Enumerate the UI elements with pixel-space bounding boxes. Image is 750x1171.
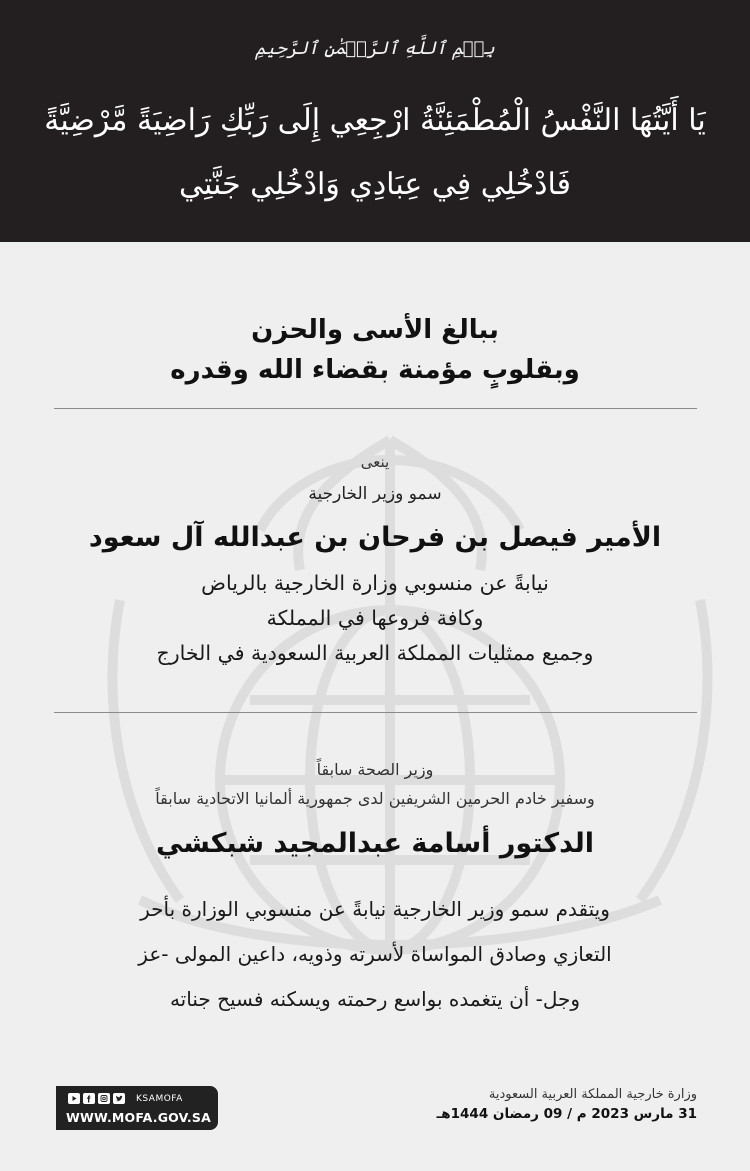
- message-line-3: وجل- أن يتغمده بواسع رحمته ويسكنه فسيح جناته: [169, 987, 581, 1011]
- deceased-name: الدكتور أسامة عبدالمجيد شبكشي: [155, 828, 595, 859]
- facebook-icon[interactable]: [83, 1093, 95, 1104]
- behalf-line-3: وجميع ممثليات المملكة العربية السعودية في الخارج: [156, 641, 594, 665]
- behalf-line-1: نيابةً عن منسوبي وزارة الخارجية بالرياض: [201, 571, 549, 595]
- date: 31 مارس 2023 م / 09 رمضان 1444هـ: [436, 1106, 697, 1122]
- social-badge: [56, 1086, 218, 1130]
- verse-line-2: فَادْخُلِي فِي عِبَادِي وَادْخُلِي جَنَّتِي: [178, 167, 572, 202]
- instagram-icon[interactable]: [98, 1093, 110, 1104]
- mourns-label: ينعى: [360, 453, 390, 471]
- condolence-heading: [0, 310, 750, 390]
- divider-top: [54, 408, 697, 409]
- basmala: بِسۡمِ ٱللَّهِ ٱلرَّحۡمَٰنِ ٱلرَّحِيمِ: [255, 38, 495, 59]
- behalf-of-block: [0, 566, 750, 671]
- footer-signature: [337, 1087, 697, 1122]
- website-link[interactable]: WWW.MOFA.GOV.SA: [66, 1110, 211, 1125]
- header-banner: [0, 0, 750, 242]
- message-line-1: ويتقدم سمو وزير الخارجية نيابةً عن منسوبي الوزارة بأحر: [140, 897, 610, 921]
- social-icons: [68, 1093, 125, 1104]
- condolence-line-1: ببالغ الأسى والحزن: [251, 315, 499, 345]
- minister-title: سمو وزير الخارجية: [308, 484, 442, 504]
- behalf-line-2: وكافة فروعها في المملكة: [266, 606, 484, 630]
- deceased-former-role: وزير الصحة سابقاً: [316, 760, 434, 779]
- social-handle[interactable]: KSAMOFA: [136, 1094, 183, 1104]
- youtube-icon[interactable]: [68, 1093, 80, 1104]
- condolence-message: [0, 887, 750, 1022]
- message-line-2: التعازي وصادق المواساة لأسرته وذويه، داعين المولى -عز: [138, 942, 612, 966]
- ministry-name: وزارة خارجية المملكة العربية السعودية: [488, 1087, 697, 1102]
- minister-name: الأمير فيصل بن فرحان بن عبدالله آل سعود: [88, 522, 662, 553]
- twitter-icon[interactable]: [113, 1093, 125, 1104]
- deceased-former-ambassador: وسفير خادم الحرمين الشريفين لدى جمهورية ألمانيا الاتحادية سابقاً: [155, 789, 595, 808]
- divider-middle: [54, 712, 697, 713]
- verse-line-1: يَا أَيَّتُهَا النَّفْسُ الْمُطْمَئِنَّةُ ارْجِعِي إِلَى رَبِّكِ رَاضِيَةً مَّرْضِيَّةً: [44, 103, 706, 138]
- condolence-line-2: وبقلوبٍ مؤمنة بقضاء الله وقدره: [170, 355, 580, 385]
